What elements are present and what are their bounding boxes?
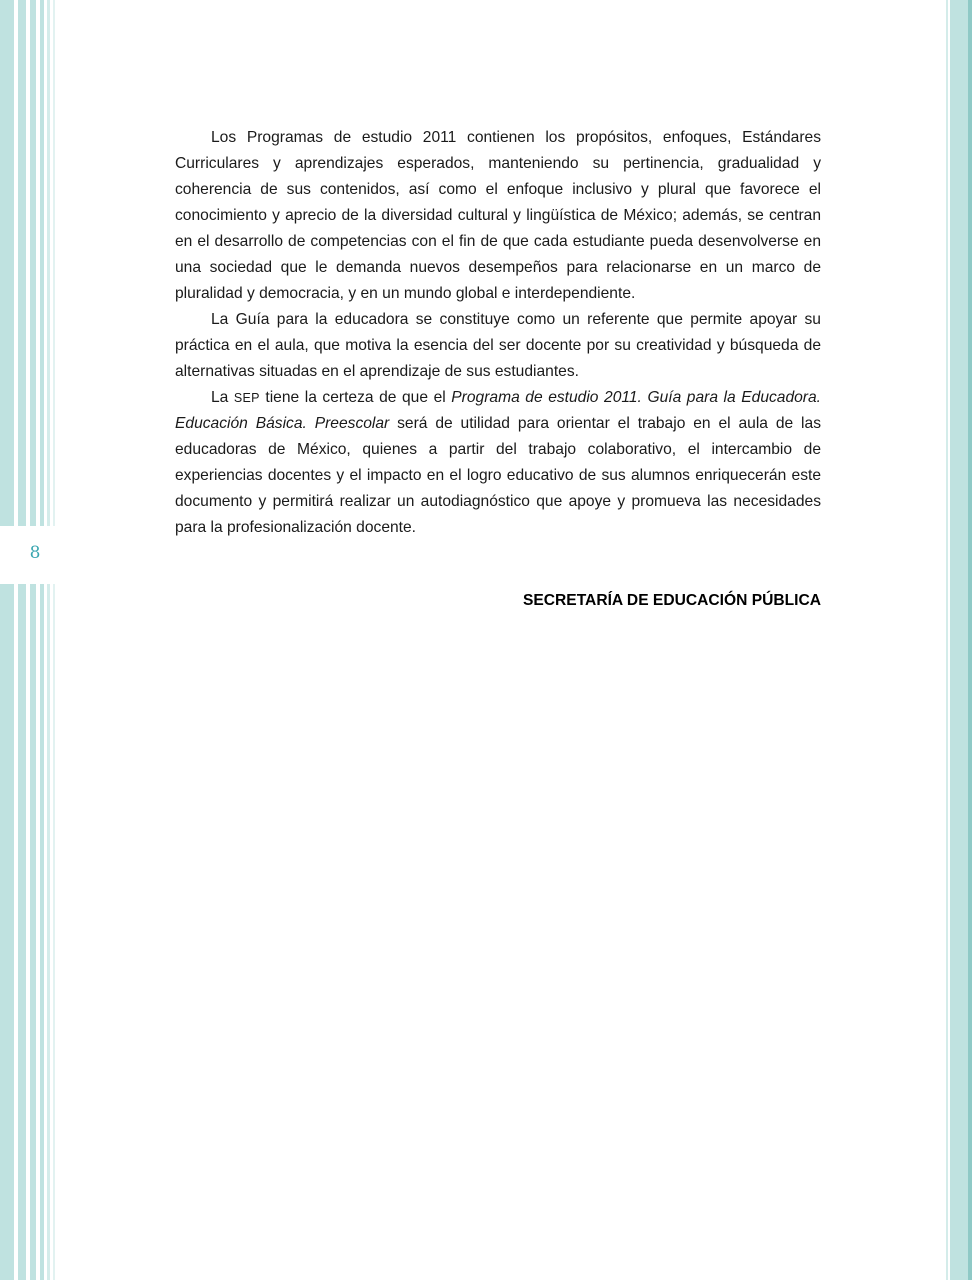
left-stripe <box>18 0 26 1280</box>
body-text <box>175 125 821 541</box>
right-decorative-stripes <box>946 0 972 1280</box>
left-decorative-stripes <box>0 0 60 1280</box>
paragraph-tail: será de utilidad para orientar el trabajo en el aula de las educadoras de México, quienes a partir del trabajo colaborativo, el intercambio de experiencias docentes y el impacto en el logro educativo de sus alumnos enriquecerán este documento y permitirá realizar un autodiagnóstico que apoye y promueva las necesidades para la profesionalización docente. <box>175 415 821 536</box>
left-stripe <box>30 0 36 1280</box>
paragraph-lead: La <box>211 389 234 406</box>
paragraph: La Guía para la educadora se constituye como un referente que permite apoyar su práctica en el aula, que motiva la esencia del ser docente por su creatividad y búsqueda de alternativas situadas en el aprendizaje de sus estudiantes. <box>175 311 821 380</box>
program-title: Programa de estudio 2011. Guía para la Educadora. Educación Básica. Preescolar <box>175 389 822 432</box>
left-stripe <box>47 0 50 1280</box>
left-stripe <box>0 0 14 1280</box>
left-stripe <box>40 0 44 1280</box>
signature: SECRETARÍA DE EDUCACIÓN PÚBLICA <box>522 592 821 609</box>
right-stripe <box>968 0 972 1280</box>
paragraph-mid: tiene la certeza de que el <box>259 389 452 406</box>
left-stripe <box>53 0 55 1280</box>
paragraph <box>175 385 821 541</box>
right-stripe <box>946 0 948 1280</box>
page-number: 8 <box>29 543 41 563</box>
paragraph: Los Programas de estudio 2011 contienen los propósitos, enfoques, Estándares Curriculares y aprendizajes esperados, manteniendo su pertinencia, gradualidad y coherencia de sus contenidos, así como el enfoque inclusivo y plural que favorece el conocimiento y aprecio de la diversidad cultural y lingüística de México; además, se centran en el desarrollo de competencias con el fin de que cada estudiante pueda desenvolverse en una sociedad que le demanda nuevos desempeños para relacionarse en un marco de pluralidad y democracia, y en un mundo global e interdependiente. <box>175 129 821 302</box>
sep-abbreviation: SEP <box>233 391 260 405</box>
